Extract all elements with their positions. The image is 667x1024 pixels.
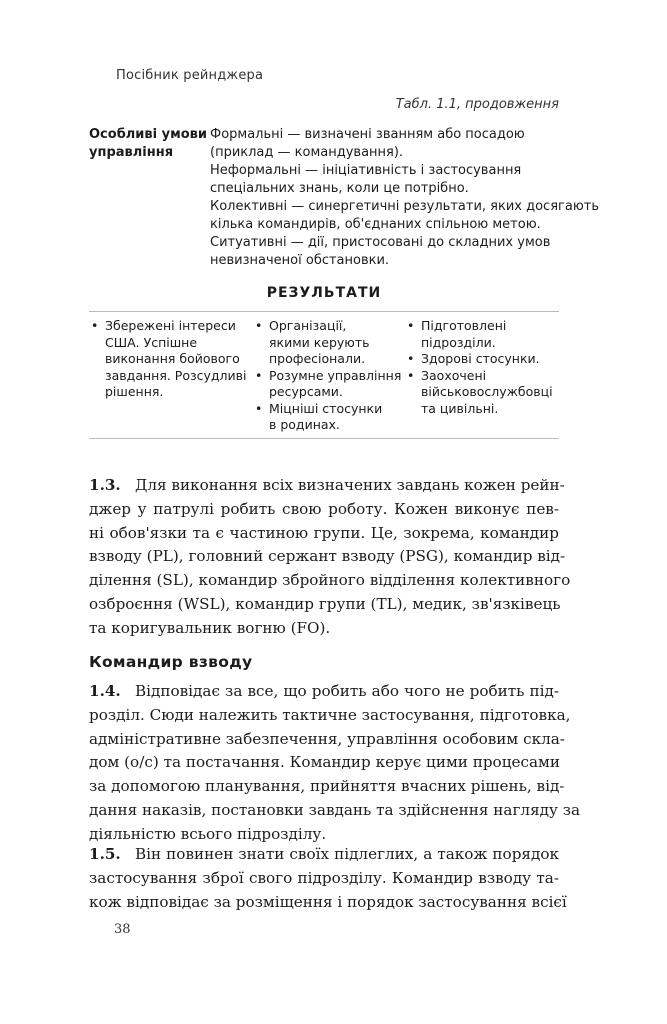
paragraph-1-4	[89, 680, 581, 847]
running-head: Посібник рейнджера	[116, 68, 264, 83]
line-text: Для виконання всіх визначених завдань кожен рейн-	[135, 476, 565, 494]
bullet-line: професіонали.	[269, 351, 366, 366]
bullet-line: рішення.	[105, 384, 164, 399]
paragraph-line	[89, 474, 565, 498]
bullet-line: якими керують	[269, 334, 370, 350]
results-column-1	[89, 318, 253, 434]
paragraph-line: кож відповідає за розміщення і порядок застосування всієї	[89, 892, 567, 911]
bullet-line: • Підготовлені	[421, 318, 507, 333]
paragraph-line: діяльністю всього підрозділу.	[89, 824, 327, 843]
divider	[89, 438, 559, 439]
line-text: Відповідає за все, що робить або чого не робить під-	[135, 682, 559, 700]
bullet-line: • Розумне управління	[269, 367, 402, 383]
paragraph-line	[89, 680, 559, 704]
results-bullet	[253, 368, 405, 401]
conditions-label	[89, 126, 210, 270]
paragraph-line	[89, 843, 559, 867]
paragraph-line: за допомогою планування, прийняття вчасних рішень, від-	[89, 777, 565, 796]
conditions-line: Неформальні — ініціативність і застосування	[210, 163, 522, 178]
paragraph-line: дання наказів, постановки завдань та здійснення нагляду за	[89, 800, 581, 819]
paragraph-line: та коригувальник вогню (FO).	[89, 618, 331, 637]
page-number: 38	[114, 922, 131, 937]
bullet-line: • Організації,	[269, 318, 347, 333]
bullet-line: виконання бойового	[105, 351, 240, 366]
conditions-label-line: Особливі умови	[89, 127, 207, 142]
conditions-row	[89, 126, 600, 270]
bullet-line: США. Успішне	[105, 334, 198, 350]
bullet-line: • Міцніші стосунки	[269, 400, 383, 416]
results-bullet	[405, 318, 559, 351]
results-column-2	[253, 318, 405, 434]
results-bullet	[253, 401, 405, 434]
paragraph-line: озброєння (WSL), командир групи (TL), медик, зв'язківець	[89, 594, 561, 613]
bullet-line: підрозділи.	[421, 334, 496, 350]
paragraph-line: взводу (PL), головний сержант взводу (PSG), командир від-	[89, 547, 566, 566]
bullet-line: в родинах.	[269, 417, 340, 432]
results-bullet	[405, 368, 559, 418]
paragraph-number: 1.4.	[89, 682, 121, 700]
conditions-label-line: управління	[89, 145, 174, 160]
conditions-line: кілька командирів, об'єднаних спільною метою.	[210, 217, 541, 232]
paragraph-number: 1.3.	[89, 476, 121, 494]
line-text: Він повинен знати своїх підлеглих, а також порядок	[135, 845, 559, 863]
bullet-line: ресурсами.	[269, 384, 343, 399]
conditions-line: Ситуативні — дії, пристосовані до складних умов	[210, 235, 551, 250]
bullet-line: та цивільні.	[421, 400, 499, 416]
conditions-line: Формальні — визначені званням або посадою	[210, 127, 525, 142]
bullet-line: • Заохочені	[421, 367, 487, 383]
bullet-line: • Здорові стосунки.	[421, 351, 540, 366]
paragraph-line: розділ. Сюди належить тактичне застосування, підготовка,	[89, 705, 571, 724]
paragraph-line: адміністративне забезпечення, управління особовим скла-	[89, 729, 565, 748]
paragraph-line: ділення (SL), командир збройного відділення колективного	[89, 571, 571, 590]
paragraph-number: 1.5.	[89, 845, 121, 863]
conditions-line: невизначеної обстановки.	[210, 253, 390, 268]
table-caption: Табл. 1.1, продовження	[395, 97, 559, 112]
paragraph-line: ні обов'язки та є частиною групи. Це, зокрема, командир	[89, 523, 559, 542]
paragraph-line: застосування зброї свого підрозділу. Командир взводу та-	[89, 868, 559, 887]
paragraph-1-5	[89, 843, 567, 914]
section-heading: Командир взводу	[89, 653, 253, 671]
results-heading: РЕЗУЛЬТАТИ	[266, 285, 382, 301]
paragraph-line: дом (о/с) та постачання. Командир керує цими процесами	[89, 753, 560, 772]
bullet-line: • Збережені інтереси	[105, 318, 236, 333]
results-bullet	[89, 318, 253, 401]
paragraph-1-3	[89, 474, 571, 641]
conditions-line: спеціальних знань, коли це потрібно.	[210, 181, 469, 196]
bullet-line: завдання. Розсудливі	[105, 367, 247, 383]
divider	[89, 311, 559, 312]
paragraph-line: джер у патрулі робить свою роботу. Кожен виконує пев-	[89, 499, 559, 518]
conditions-line: (приклад — командування).	[210, 145, 404, 160]
conditions-line: Колективні — синергетичні результати, яких досягають	[210, 199, 600, 214]
bullet-line: військовослужбовці	[421, 384, 553, 399]
results-bullet	[405, 351, 559, 368]
conditions-text	[210, 126, 599, 270]
results-columns	[89, 318, 559, 434]
results-bullet	[253, 318, 405, 368]
results-column-3	[405, 318, 559, 434]
